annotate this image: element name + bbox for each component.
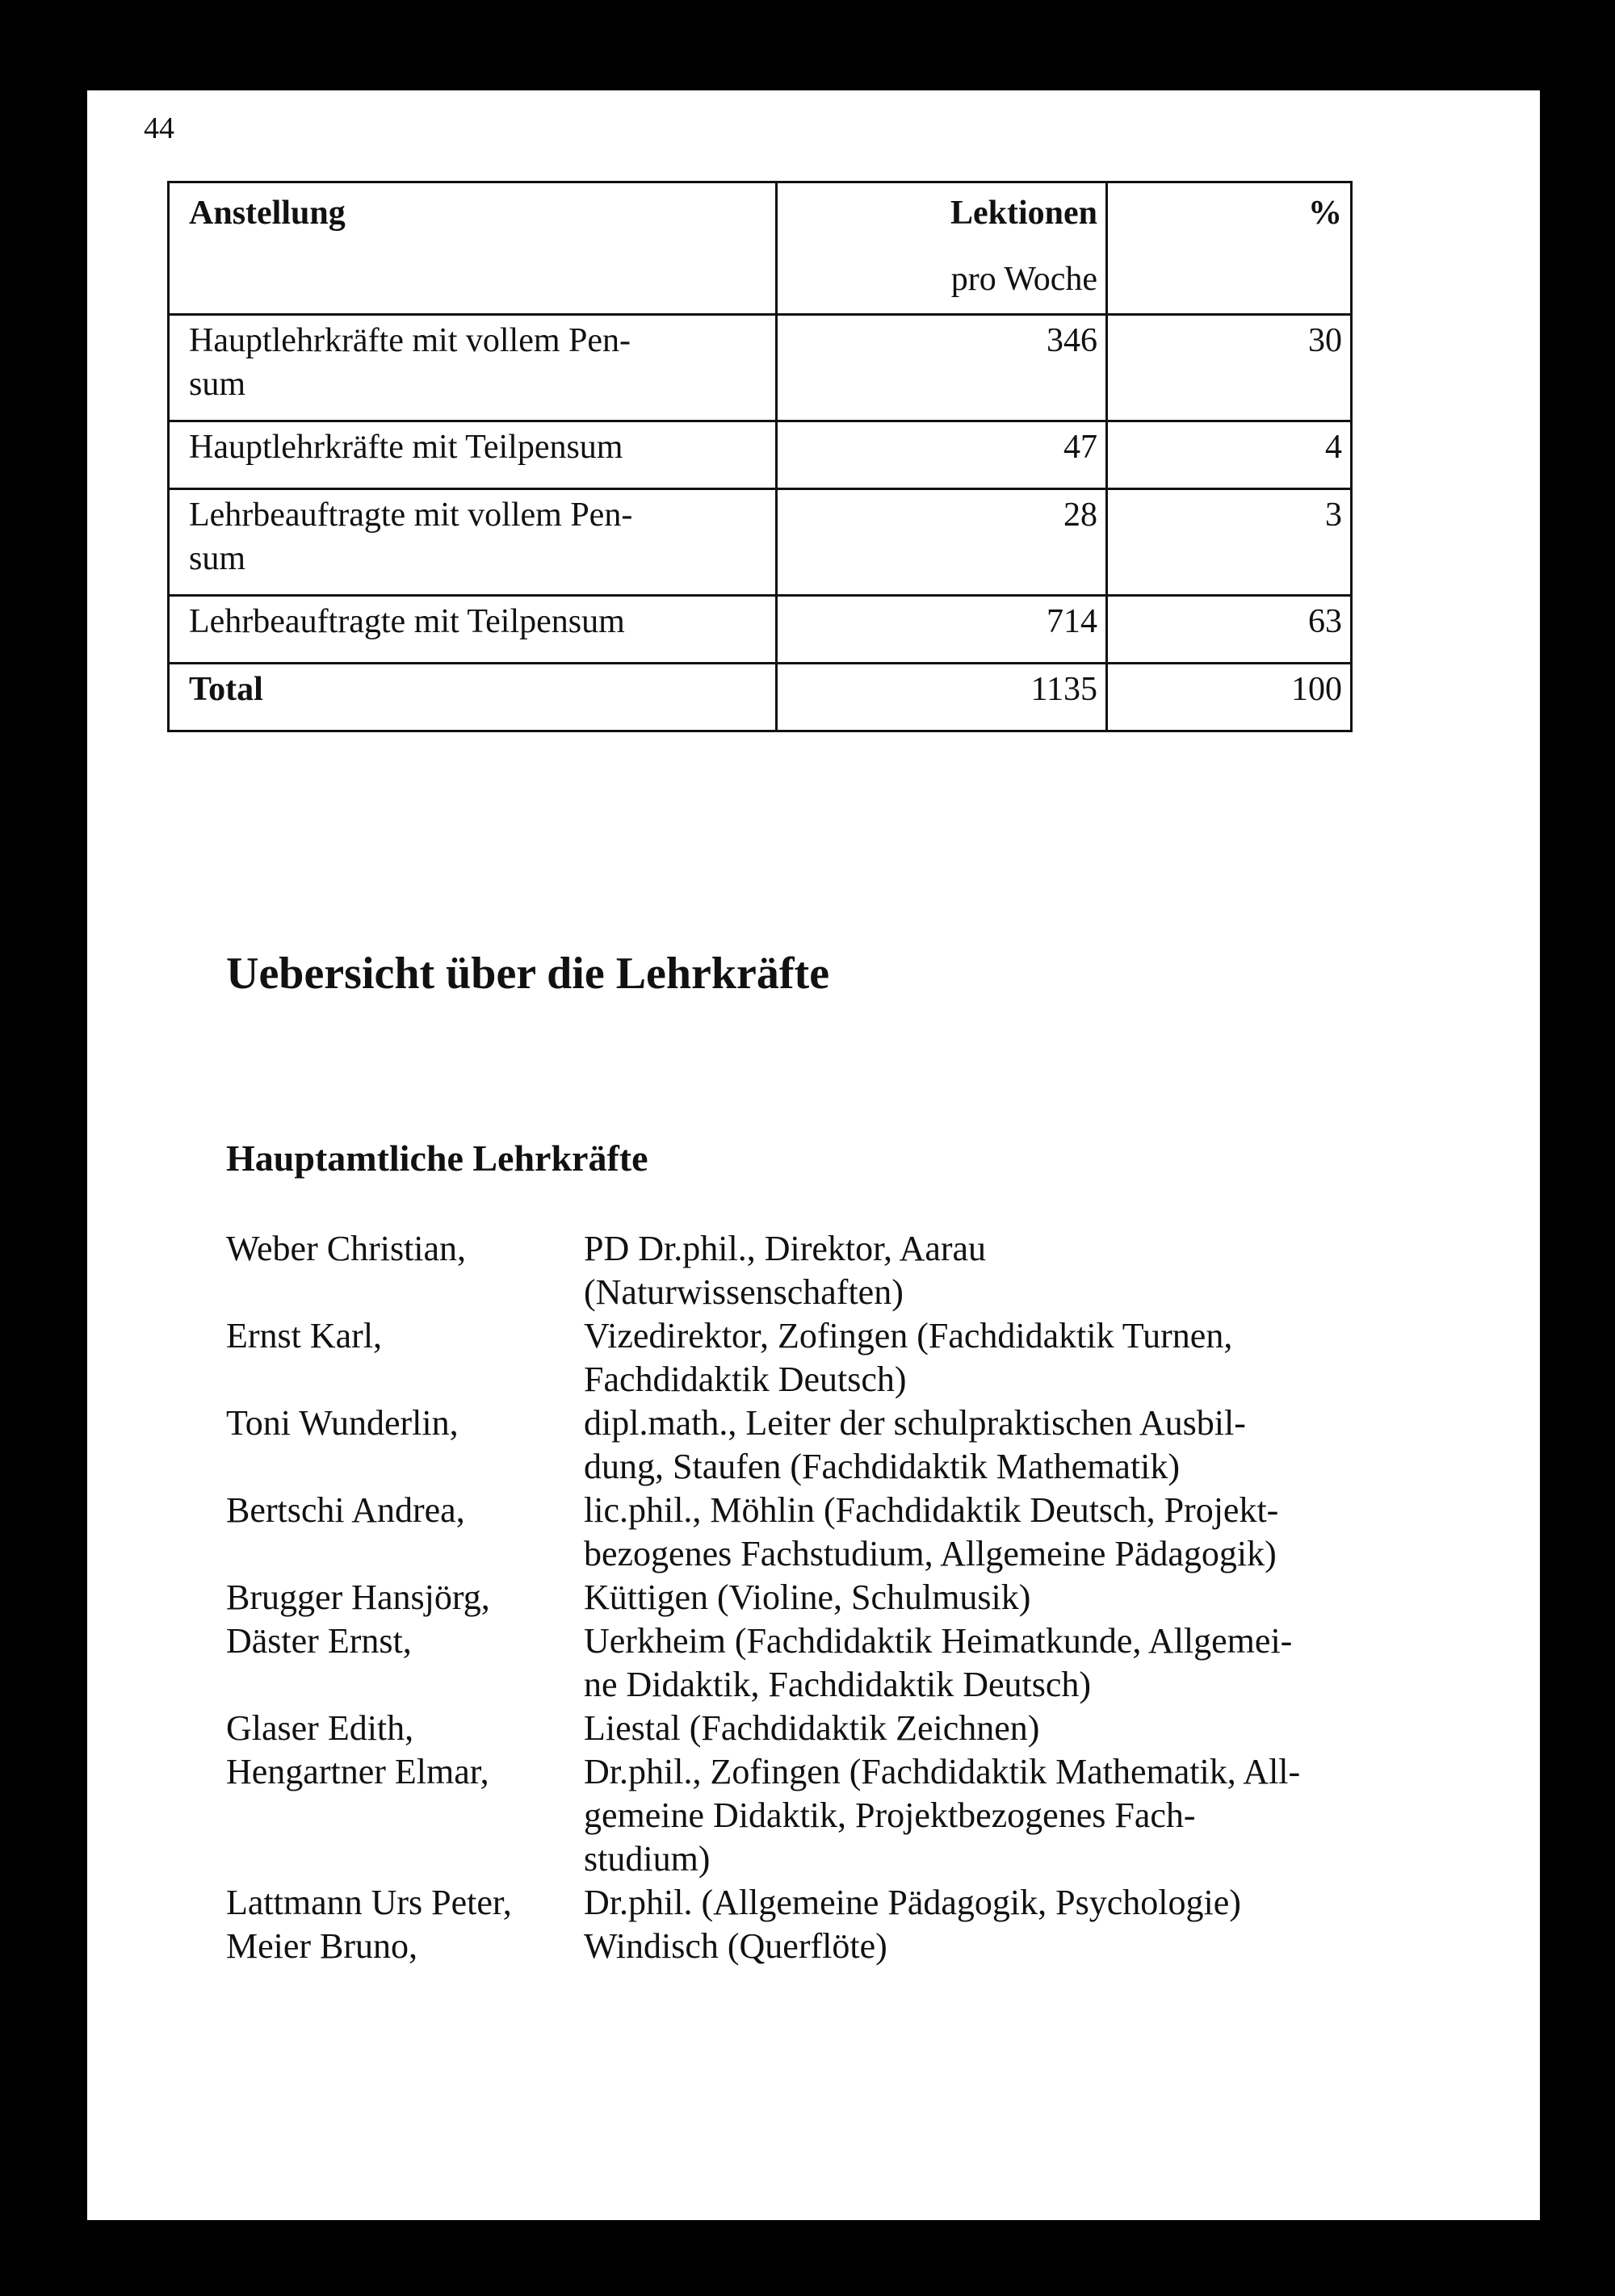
staff-description-line: PD Dr.phil., Direktor, Aarau <box>584 1229 987 1268</box>
row-lektionen: 714 <box>777 596 1107 664</box>
row-label-line2: sum <box>189 540 246 577</box>
row-label <box>169 489 777 596</box>
section-title: Uebersicht über die Lehrkräfte <box>226 949 830 999</box>
staff-description-line: Uerkheim (Fachdidaktik Heimatkunde, Allgemei- <box>584 1621 1293 1661</box>
staff-description <box>584 1881 1424 1925</box>
staff-description <box>584 1750 1424 1881</box>
list-item <box>226 1619 1437 1707</box>
staff-description-line: Windisch (Querflöte) <box>584 1926 887 1966</box>
row-percent: 100 <box>1107 664 1352 731</box>
staff-name: Bertschi Andrea, <box>226 1490 465 1530</box>
staff-list <box>226 1227 1437 1968</box>
staff-description <box>584 1619 1424 1707</box>
staff-description-line: (Naturwissenschaften) <box>584 1272 904 1312</box>
staff-description <box>584 1925 1424 1968</box>
table-row <box>169 596 1352 664</box>
list-item <box>226 1227 1437 1314</box>
list-item <box>226 1314 1437 1401</box>
staff-name: Lattmann Urs Peter, <box>226 1883 512 1922</box>
subsection-title: Hauptamtliche Lehrkräfte <box>226 1138 648 1179</box>
header-lektionen <box>777 182 1107 315</box>
row-label-line1: Lehrbeauftragte mit vollem Pen- <box>189 496 633 534</box>
row-label-line2: sum <box>189 366 246 403</box>
list-item <box>226 1881 1437 1925</box>
staff-description-line: Küttigen (Violine, Schulmusik) <box>584 1577 1031 1617</box>
list-item <box>226 1707 1437 1750</box>
staff-description-line: Vizedirektor, Zofingen (Fachdidaktik Turnen, <box>584 1316 1233 1355</box>
staff-name: Brugger Hansjörg, <box>226 1577 490 1617</box>
staff-name: Toni Wunderlin, <box>226 1403 459 1443</box>
staff-name: Ernst Karl, <box>226 1316 383 1355</box>
header-anstellung: Anstellung <box>169 182 777 315</box>
table-total-row <box>169 664 1352 731</box>
row-percent: 4 <box>1107 421 1352 489</box>
row-percent: 30 <box>1107 315 1352 421</box>
staff-description-line: Dr.phil. (Allgemeine Pädagogik, Psychologie) <box>584 1883 1241 1922</box>
staff-description <box>584 1314 1424 1401</box>
row-lektionen: 1135 <box>777 664 1107 731</box>
list-item <box>226 1750 1437 1881</box>
staff-name: Hengartner Elmar, <box>226 1752 489 1791</box>
table-row <box>169 315 1352 421</box>
row-percent: 63 <box>1107 596 1352 664</box>
staff-description-line: studium) <box>584 1839 711 1879</box>
row-label: Total <box>169 664 777 731</box>
staff-description <box>584 1707 1424 1750</box>
staff-name: Meier Bruno, <box>226 1926 418 1966</box>
staff-description <box>584 1227 1424 1314</box>
staff-description-line: Fachdidaktik Deutsch) <box>584 1360 907 1399</box>
staff-name: Glaser Edith, <box>226 1708 414 1748</box>
row-lektionen: 346 <box>777 315 1107 421</box>
table-row <box>169 421 1352 489</box>
row-label: Hauptlehrkräfte mit Teilpensum <box>169 421 777 489</box>
staff-name: Weber Christian, <box>226 1229 467 1268</box>
header-lektionen-line1: Lektionen <box>950 195 1097 232</box>
table-row <box>169 489 1352 596</box>
staff-description-line: gemeine Didaktik, Projektbezogenes Fach- <box>584 1795 1196 1835</box>
row-label <box>169 315 777 421</box>
staff-description <box>584 1489 1424 1576</box>
staff-name: Däster Ernst, <box>226 1621 412 1661</box>
staff-description-line: ne Didaktik, Fachdidaktik Deutsch) <box>584 1665 1092 1704</box>
row-percent: 3 <box>1107 489 1352 596</box>
row-lektionen: 47 <box>777 421 1107 489</box>
header-lektionen-line2: pro Woche <box>950 261 1097 298</box>
staff-description-line: Liestal (Fachdidaktik Zeichnen) <box>584 1708 1040 1748</box>
staff-description-line: lic.phil., Möhlin (Fachdidaktik Deutsch, Projekt- <box>584 1490 1279 1530</box>
list-item <box>226 1401 1437 1489</box>
row-label-line1: Hauptlehrkräfte mit vollem Pen- <box>189 322 631 359</box>
staff-description-line: dipl.math., Leiter der schulpraktischen Ausbil- <box>584 1403 1246 1443</box>
staff-description-line: Dr.phil., Zofingen (Fachdidaktik Mathematik, All- <box>584 1752 1301 1791</box>
staff-description-line: bezogenes Fachstudium, Allgemeine Pädagogik) <box>584 1534 1277 1573</box>
header-percent: % <box>1107 182 1352 315</box>
list-item <box>226 1576 1437 1619</box>
row-label: Lehrbeauftragte mit Teilpensum <box>169 596 777 664</box>
staff-description <box>584 1576 1424 1619</box>
page-number: 44 <box>144 111 174 145</box>
staff-description <box>584 1401 1424 1489</box>
table-header-row <box>169 182 1352 315</box>
staff-description-line: dung, Staufen (Fachdidaktik Mathematik) <box>584 1447 1181 1486</box>
list-item <box>226 1925 1437 1968</box>
row-lektionen: 28 <box>777 489 1107 596</box>
list-item <box>226 1489 1437 1576</box>
employment-table <box>167 181 1353 732</box>
